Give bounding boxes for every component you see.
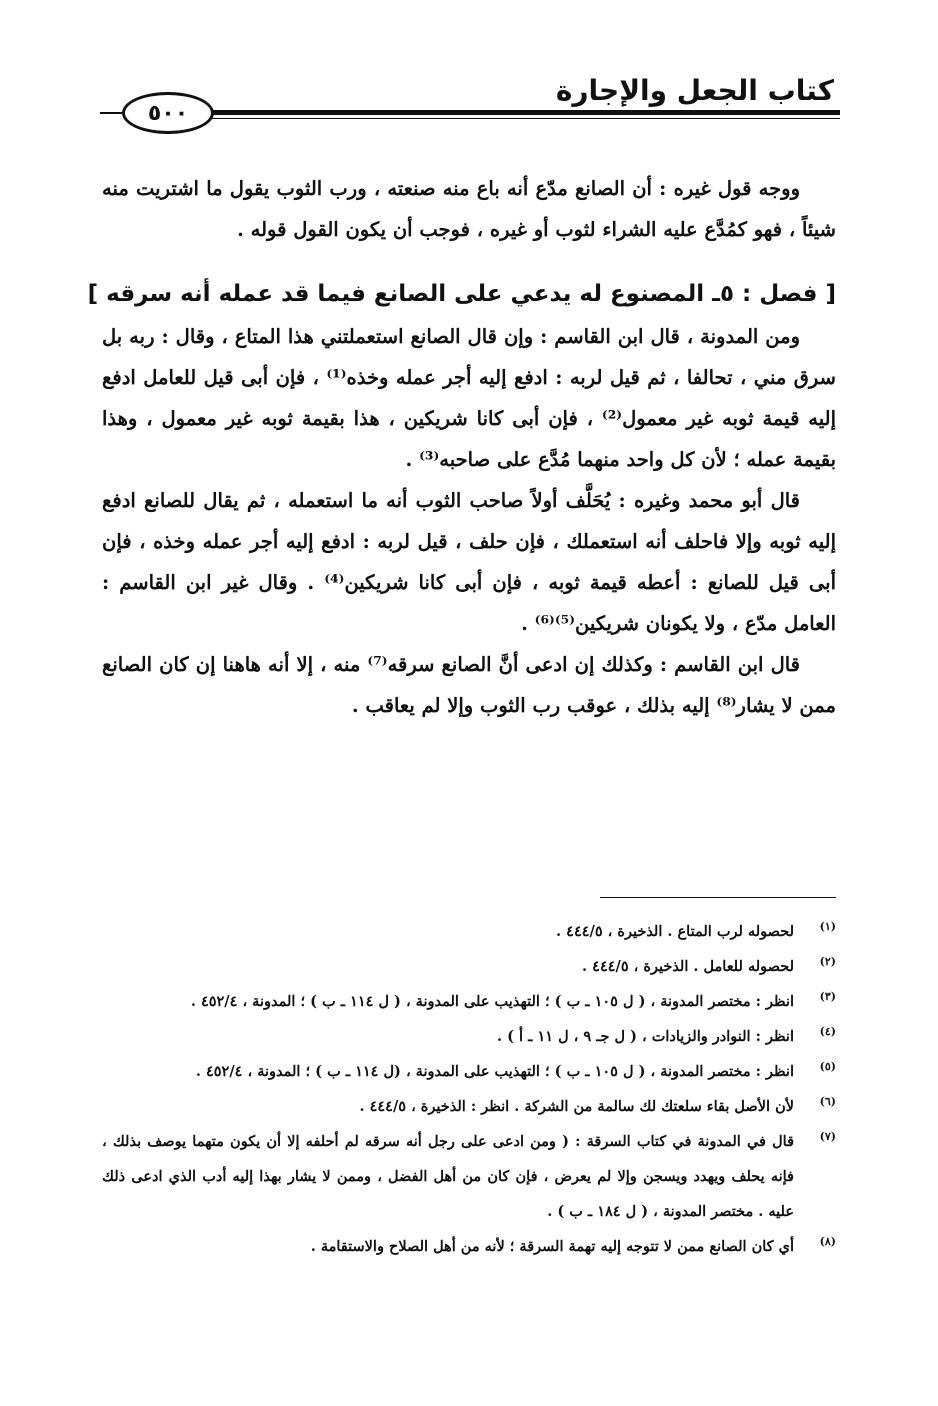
paragraph: ووجه قول غيره : أن الصانع مدّع أنه باع منه صنعته ، ورب الثوب يقول ما اشتريت منه شيئاً ، فهو كمُدَّع عليه الشراء لثوب أو غيره ، فوجب أن يكون القول قوله .	[102, 177, 836, 241]
section-heading: [ فصل : ٥ـ المصنوع له يدعي على الصانع فيما قد عمله أنه سرقه ]	[87, 281, 836, 307]
footnote	[102, 984, 836, 1019]
footnote	[102, 1089, 836, 1124]
footnote-number: (٣)	[819, 990, 836, 1003]
footnote-text: انظر : النوادر والزيادات ، ( ل جـ ٩ ، ل ١١ ـ أ ) .	[497, 1028, 794, 1045]
footnote-number: (٧)	[819, 1130, 836, 1143]
footnote-text: لحصوله للعامل . الذخيرة ، ٤٤٤/٥ .	[582, 958, 794, 975]
main-text	[87, 168, 837, 726]
footnote-number: (٦)	[819, 1095, 836, 1108]
footnote-separator	[600, 897, 836, 898]
footnotes	[102, 914, 836, 1264]
header-rule	[205, 110, 840, 115]
footnote-number: (٤)	[819, 1025, 836, 1038]
book-title: كتاب الجعل والإجارة	[555, 74, 834, 107]
paragraph: ومن المدونة ، قال ابن القاسم : وإن قال الصانع استعملتني هذا المتاع ، وقال : ربه بل سرق مني ، تحالفا ، ثم قيل لربه : ادفع إليه أجر عمله وخذه⁽¹⁾ ، فإن أبى قيل للعامل ادفع إليه قيمة ثوبه غير معمول⁽²⁾ ، فإن أبى كانا شريكين ، هذا بقيمة ثوبه غير معمول ، وهذا بقيمة عمله ؛ لأن كل واحد منهما مُدَّع على صاحبه⁽³⁾ .	[102, 325, 837, 471]
footnote-text: انظر : مختصر المدونة ، ( ل ١٠٥ ـ ب ) ؛ التهذيب على المدونة ، (ل ١١٤ ـ ب ) ؛ المدونة ، ٤٥٢/٤ .	[195, 1063, 794, 1080]
footnote	[102, 914, 836, 949]
footnote-text: أي كان الصانع ممن لا تتوجه إليه تهمة السرقة ؛ لأنه من أهل الصلاح والاستقامة .	[310, 1238, 794, 1255]
footnote-text: انظر : مختصر المدونة ، ( ل ١٠٥ ـ ب ) ؛ التهذيب على المدونة ، ( ل ١١٤ ـ ب ) ؛ المدونة ، ٤٥٢/٤ .	[190, 993, 794, 1010]
footnote-number: (٨)	[819, 1235, 836, 1248]
footnote-text: قال في المدونة في كتاب السرقة : ( ومن ادعى على رجل أنه سرقه لم أحلفه إلا أن يكون متهما يوصف بذلك ، فإنه يحلف ويهدد ويسجن وإلا لم يعرض ، فإن كان من أهل الفضل ، وممن لا يشار بهذا إليه أدب الذي ادعى ذلك عليه . مختصر المدونة ، ( ل ١٨٤ ـ ب ) .	[102, 1133, 794, 1220]
page-number-oval	[122, 92, 214, 134]
footnote	[102, 1124, 836, 1229]
footnote	[102, 949, 836, 984]
footnote-number: (١)	[819, 920, 836, 933]
page-header	[100, 70, 840, 130]
header-rule-thin	[205, 118, 840, 119]
paragraph: قال أبو محمد وغيره : يُحَلَّف أولاً صاحب الثوب أنه ما استعمله ، ثم يقال للصانع ادفع إليه ثوبه وإلا فاحلف أنه استعملك ، فإن حلف ، قيل لربه : ادفع إليه أجر عمله وخذه ، فإن أبى قيل للصانع : أعطه قيمة ثوبه ، فإن أبى كانا شريكين⁽⁴⁾ . وقال غير ابن القاسم : العامل مدّع ، ولا يكونان شريكين⁽⁵⁾⁽⁶⁾ .	[102, 489, 836, 635]
footnote-number: (٥)	[819, 1060, 836, 1073]
footnote-number: (٢)	[819, 955, 836, 968]
footnote-text: لحصوله لرب المتاع . الذخيرة ، ٤٤٤/٥ .	[556, 923, 794, 940]
page-number: ٥٠٠	[147, 100, 189, 126]
footnote	[102, 1054, 836, 1089]
footnote	[102, 1019, 836, 1054]
footnote	[102, 1229, 836, 1264]
footnote-text: لأن الأصل بقاء سلعتك لك سالمة من الشركة . انظر : الذخيرة ، ٤٤٤/٥ .	[359, 1098, 794, 1115]
paragraph: قال ابن القاسم : وكذلك إن ادعى أنَّ الصانع سرقه⁽⁷⁾ منه ، إلا أنه هاهنا إن كان الصانع ممن لا يشار⁽⁸⁾ إليه بذلك ، عوقب رب الثوب وإلا لم يعاقب .	[102, 653, 836, 717]
